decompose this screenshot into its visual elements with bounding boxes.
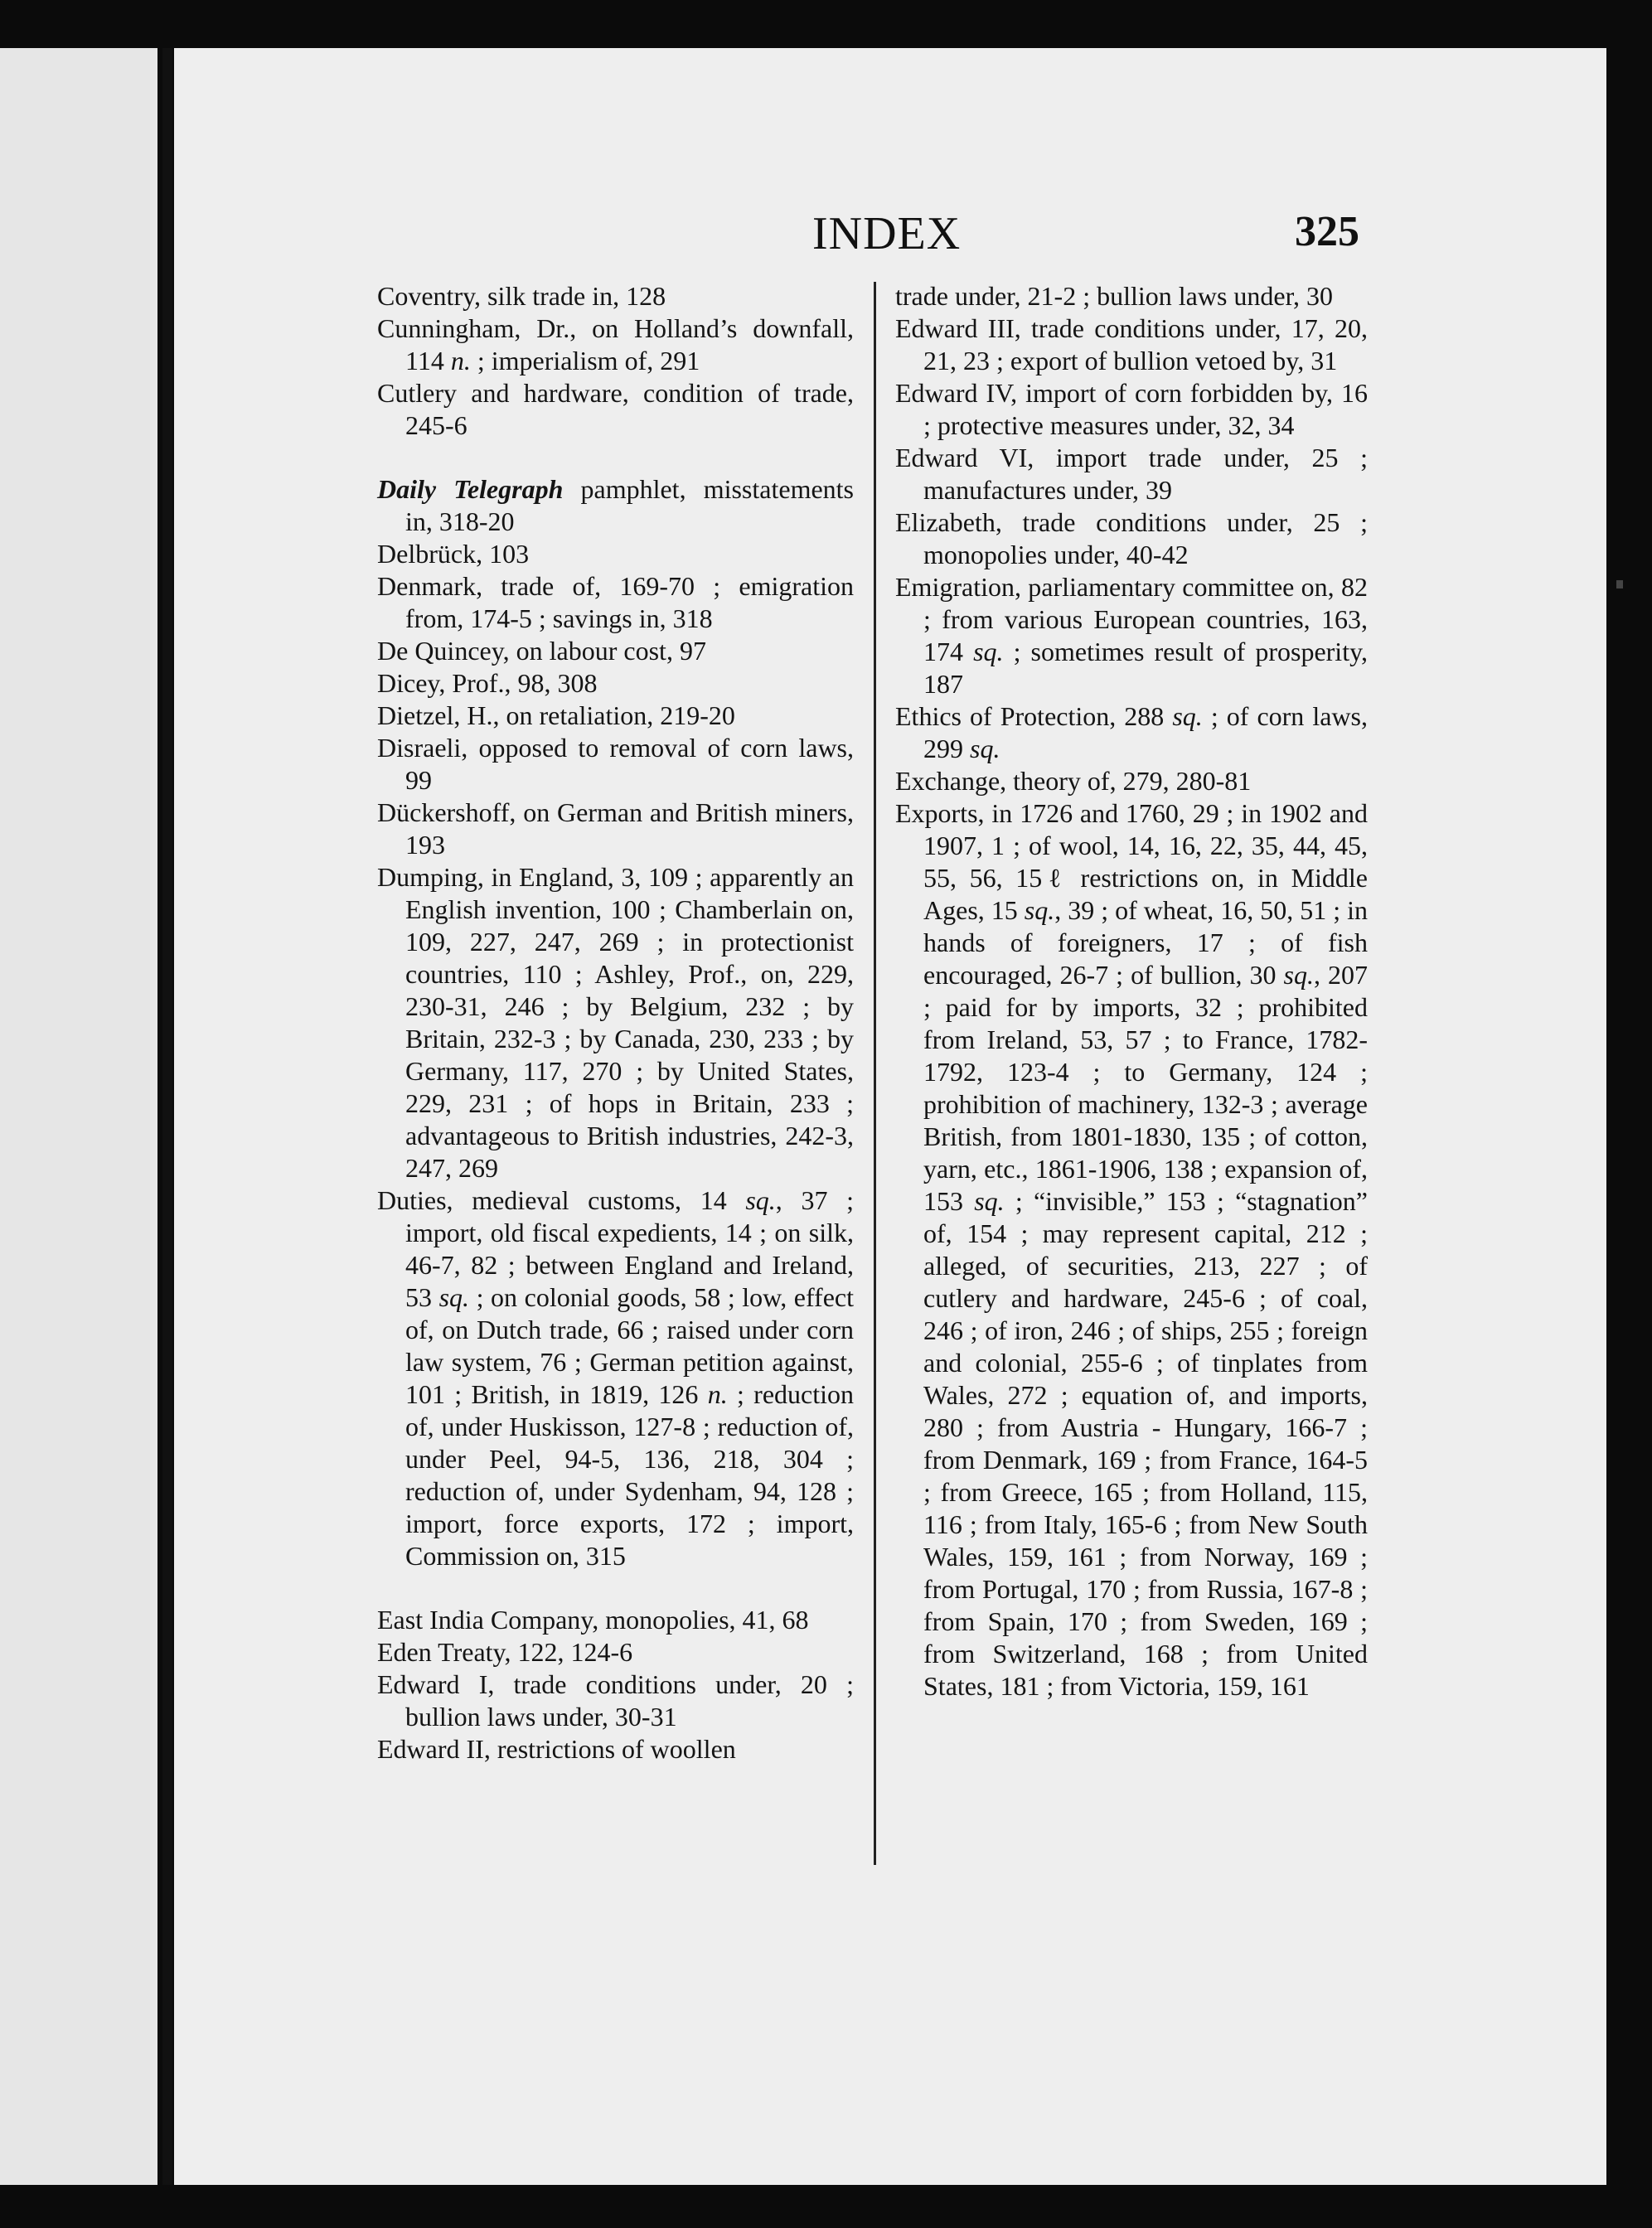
index-entry-text: Eden Treaty, 122, 124-6 [377,1637,633,1667]
index-entry [895,442,1368,506]
index-entry-text: trade under, 21-2 ; bullion laws under, 30 [895,281,1333,311]
index-entry [377,1184,854,1572]
index-entry-text: n. [450,346,471,375]
index-entry [895,571,1368,700]
index-entry-text: Edward II, restrictions of woollen [377,1734,736,1764]
index-entry-text: , 37 ; import, old fiscal expedients, 14 ; on silk, 46-7, 82 ; between England and Ireland, 53 [405,1185,854,1312]
running-title: INDEX [812,208,962,259]
index-entry [377,1733,854,1765]
index-entry [377,1636,854,1669]
scan-speck [1616,580,1623,588]
index-entry-text: ; imperialism of, 291 [470,346,700,375]
index-entry-text: ; “invisible,” 153 ; “stagnation” of, 154 ; may represent capital, 212 ; alleged, of securities, 213, 227 ; of cutlery and hardware, 245-6 ; of coal, 246 ; of iron, 246 ; of ships, 255 ; foreign and colonial, 255-6 ; of tinplates from Wales, 272 ; equation of, and imports, 280 ; from Austria - Hungary, 166-7 ; from Denmark, 169 ; from France, 164-5 ; from Greece, 165 ; from Holland, 115, 116 ; from Italy, 165-6 ; from New South Wales, 159, 161 ; from Norway, 169 ; from Portugal, 170 ; from Russia, 167-8 ; from Spain, 170 ; from Sweden, 169 ; from Switzerland, 168 ; from United States, 181 ; from Victoria, 159, 161 [923,1186,1369,1701]
index-entry-text: ; sometimes result of prosperity, 187 [923,637,1369,699]
index-entry [377,570,854,635]
index-entry-text: sq. [970,734,1000,763]
index-entry-text: Ethics of Protection, 288 [895,701,1173,731]
index-entry-text: Cunningham, Dr., on Holland’s downfall, 114 [377,313,854,375]
index-entry-text: ; reduction of, under Huskisson, 127-8 ; reduction of, under Peel, 94-5, 136, 218, 304 ; reduction of, under Sydenham, 94, 128 ; import, force exports, 172 ; import, Commission on, 315 [405,1379,855,1571]
index-entry [377,473,854,538]
index-entry [895,797,1368,1702]
binding-gutter [162,48,172,2185]
index-entry [377,1669,854,1733]
index-entry-text: Coventry, silk trade in, 128 [377,281,666,311]
index-entry-text: ; of corn laws, 299 [923,701,1368,763]
index-entry-text: Daily Telegraph [377,474,564,504]
index-entry-text: Cutlery and hardware, condition of trade, 245-6 [377,378,854,440]
index-entry-text: Emigration, parliamentary committee on, 82 ; from various European countries, 163, 174 [895,572,1368,666]
index-entry [377,312,854,377]
index-entry-text: Dietzel, H., on retaliation, 219-20 [377,700,735,730]
index-entry-text: sq. [974,1186,1005,1216]
index-entry [377,732,854,797]
index-column-left [377,280,854,1765]
index-entry-text: Edward I, trade conditions under, 20 ; bullion laws under, 30-31 [377,1669,854,1732]
index-entry-text: Elizabeth, trade conditions under, 25 ; monopolies under, 40-42 [895,507,1368,569]
page-number: 325 [1295,208,1359,255]
index-entry-text: Dumping, in England, 3, 109 ; apparently an English invention, 100 ; Chamberlain on, 109, 227, 247, 269 ; in protectionist countries, 110 ; Ashley, Prof., on, 229, 230-31, 246 ; by Belgium, 232 ; by Britain, 232-3 ; by Canada, 230, 233 ; by Germany, 117, 270 ; by United States, 229, 231 ; of hops in Britain, 233 ; advantageous to British industries, 242-3, 247, 269 [377,862,854,1183]
index-entry-text: Exports, in 1726 and 1760, 29 ; in 1902 and 1907, 1 ; of wool, 14, 16, 22, 35, 44, 45, 55, 56, 15ℓ restrictions on, in Middle Ages, 15 [895,798,1368,925]
index-entry-text: , 39 ; of wheat, 16, 50, 51 ; in hands of foreigners, 17 ; of fish encouraged, 26-7 ; of bullion, 30 [923,895,1369,990]
index-entry-text: Dicey, Prof., 98, 308 [377,668,598,698]
index-entry-text: sq. [973,637,1004,666]
index-entry-text: , 207 ; paid for by imports, 32 ; prohibited from Ireland, 53, 57 ; to France, 1782-1792, 123-4 ; to Germany, 124 ; prohibition of machinery, 132-3 ; average British, from 1801-1830, 135 ; of cotton, yarn, etc., 1861-1906, 138 ; expansion of, 153 [923,960,1369,1216]
index-entry-text: pamphlet, misstatements in, 318-20 [405,474,855,536]
index-entry-text: n. [707,1379,728,1409]
index-entry [895,377,1368,442]
index-entry-text: East India Company, monopolies, 41, 68 [377,1605,809,1635]
index-entry [377,861,854,1184]
index-column-right [895,280,1368,1702]
index-entry-text: ; on colonial goods, 58 ; low, effect of, on Dutch trade, 66 ; raised under corn law system, 76 ; German petition against, 101 ; British, in 1819, 126 [405,1282,855,1409]
index-entry-text: Duties, medieval customs, 14 [377,1185,746,1215]
facing-page-edge [0,48,157,2185]
index-entry [895,700,1368,765]
index-entry-text: Disraeli, opposed to removal of corn laws, 99 [377,733,854,795]
index-entry [895,506,1368,571]
index-entry [377,1604,854,1636]
index-entry [895,765,1368,797]
index-entry [377,377,854,442]
index-entry-text: Dückershoff, on German and British miners, 193 [377,797,854,860]
index-entry-text: De Quincey, on labour cost, 97 [377,636,706,666]
index-entry [377,280,854,312]
index-entry [377,635,854,667]
index-entry [895,312,1368,377]
page-header [381,207,1359,274]
index-entry [895,280,1368,312]
index-entry [377,538,854,570]
index-entry-text: Edward VI, import trade under, 25 ; manufactures under, 39 [895,443,1368,505]
index-entry-text: Edward III, trade conditions under, 17, 20, 21, 23 ; export of bullion vetoed by, 31 [895,313,1368,375]
index-entry [377,797,854,861]
column-divider [874,282,876,1865]
index-entry [377,700,854,732]
index-entry-text: sq. [1283,960,1314,990]
index-entry-text: Exchange, theory of, 279, 280-81 [895,766,1252,796]
index-entry-text: sq. [1172,701,1203,731]
index-entry-text: sq. [745,1185,776,1215]
index-entry-text: Edward IV, import of corn forbidden by, 16 ; protective measures under, 32, 34 [895,378,1368,440]
index-entry-text: sq. [1024,895,1055,925]
index-entry [377,667,854,700]
index-entry-text: sq. [438,1282,470,1312]
index-entry-text: Delbrück, 103 [377,539,530,569]
index-entry-text: Denmark, trade of, 169-70 ; emigration from, 174-5 ; savings in, 318 [377,571,854,633]
